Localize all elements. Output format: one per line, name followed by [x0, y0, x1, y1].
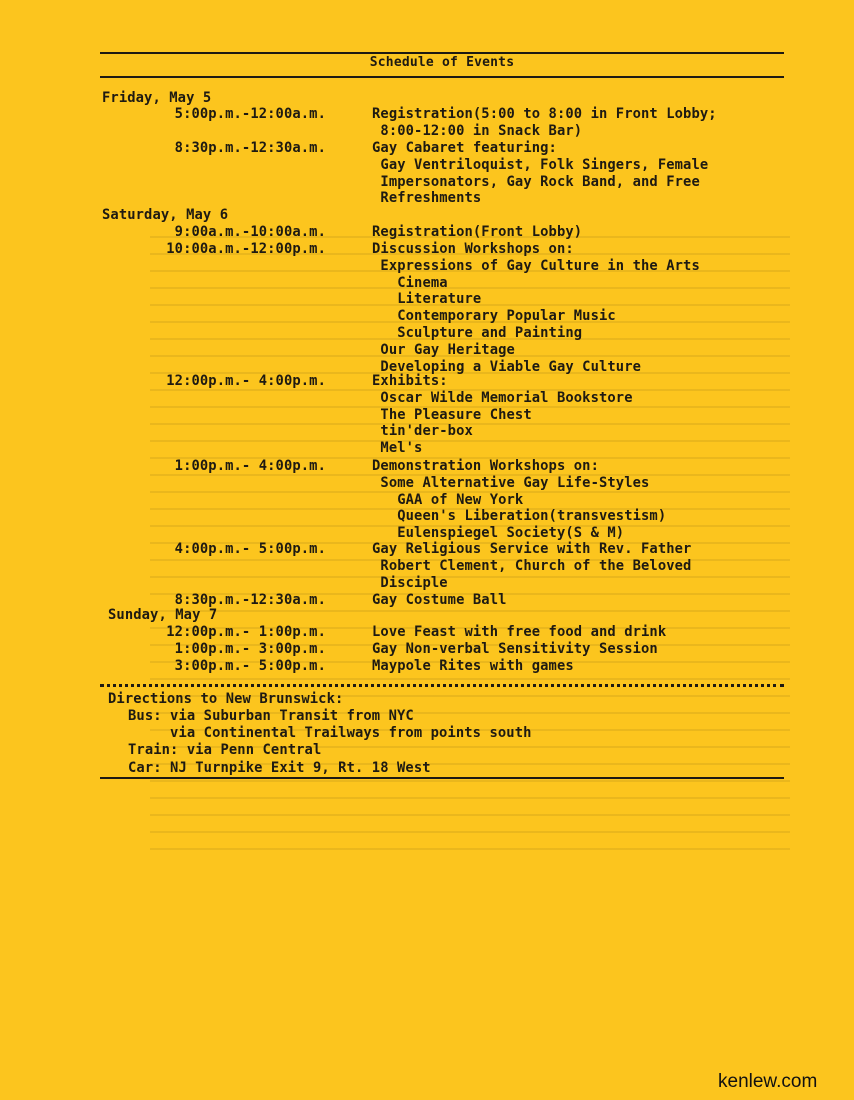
event-time: 12:00p.m.- 4:00p.m. [166, 373, 326, 389]
event-description-line: Gay Non-verbal Sensitivity Session [372, 641, 658, 657]
event-description-line: 8:00-12:00 in Snack Bar) [372, 122, 583, 139]
event-time: 10:00a.m.-12:00p.m. [166, 241, 326, 257]
event-description-line: Gay Cabaret featuring: [372, 140, 557, 156]
event-description-line: Demonstration Workshops on: [372, 458, 599, 474]
event-description-line: Developing a Viable Gay Culture [372, 358, 642, 375]
event-description-line: Mel's [372, 440, 423, 457]
event-description-line: Oscar Wilde Memorial Bookstore [372, 389, 633, 406]
direction-line: Car: NJ Turnpike Exit 9, Rt. 18 West [128, 759, 431, 776]
day-heading-saturday: Saturday, May 6 [102, 207, 229, 223]
event-description-line: Registration(5:00 to 8:00 in Front Lobby; [372, 106, 717, 122]
event-description-line: Impersonators, Gay Rock Band, and Free [372, 173, 700, 190]
event-description-line: Registration(Front Lobby) [372, 224, 583, 240]
event-description-line: Exhibits: [372, 373, 448, 389]
event-time: 5:00p.m.-12:00a.m. [174, 106, 326, 122]
site-watermark: kenlew.com [718, 1071, 818, 1092]
event-description-line: Sculpture and Painting [372, 325, 583, 341]
event-description-line: Expressions of Gay Culture in the Arts [372, 257, 700, 274]
event-description-line: Maypole Rites with games [372, 658, 574, 674]
event-description-line: GAA of New York [372, 491, 524, 508]
event-description-line: tin'der-box [372, 423, 473, 440]
direction-line: via Continental Trailways from points south [128, 725, 532, 742]
event-description-line: Eulenspiegel Society(S & M) [372, 525, 625, 542]
event-description-line: Love Feast with free food and drink [372, 624, 667, 640]
event-time: 8:30p.m.-12:30a.m. [174, 140, 326, 156]
page-title: Schedule of Events [369, 55, 515, 70]
event-description-line: Robert Clement, Church of the Beloved [372, 557, 692, 574]
event-description-line: Our Gay Heritage [372, 341, 515, 358]
event-description-line: Gay Costume Ball [372, 592, 507, 608]
event-description-line: Disciple [372, 574, 448, 591]
event-time: 4:00p.m.- 5:00p.m. [174, 541, 326, 557]
event-time: 3:00p.m.- 5:00p.m. [174, 658, 326, 674]
event-time: 8:30p.m.-12:30a.m. [174, 592, 326, 608]
event-description-line: Contemporary Popular Music [372, 308, 616, 325]
direction-line: Train: via Penn Central [128, 742, 322, 759]
event-description-line: Literature [372, 291, 482, 308]
title-rule-top [100, 52, 784, 54]
title-rule-bottom [100, 76, 784, 78]
event-description-line: Queen's Liberation(transvestism) [372, 508, 667, 525]
bottom-rule [100, 777, 784, 779]
event-time: 1:00p.m.- 4:00p.m. [174, 458, 326, 474]
event-time: 1:00p.m.- 3:00p.m. [174, 641, 326, 657]
event-description-line: Some Alternative Gay Life-Styles [372, 474, 650, 491]
event-time: 12:00p.m.- 1:00p.m. [166, 624, 326, 640]
event-description-line: Gay Religious Service with Rev. Father [372, 541, 692, 557]
event-description-line: The Pleasure Chest [372, 406, 532, 423]
event-description-line: Gay Ventriloquist, Folk Singers, Female [372, 156, 709, 173]
day-heading-sunday: Sunday, May 7 [108, 607, 218, 623]
event-description-line: Refreshments [372, 190, 482, 207]
day-heading-friday: Friday, May 5 [102, 90, 212, 106]
direction-line: Bus: via Suburban Transit from NYC [128, 708, 414, 724]
dotted-separator [100, 684, 784, 687]
event-time: 9:00a.m.-10:00a.m. [174, 224, 326, 240]
event-description-line: Cinema [372, 274, 448, 291]
event-description-line: Discussion Workshops on: [372, 241, 574, 257]
directions-heading: Directions to New Brunswick: [108, 691, 344, 707]
